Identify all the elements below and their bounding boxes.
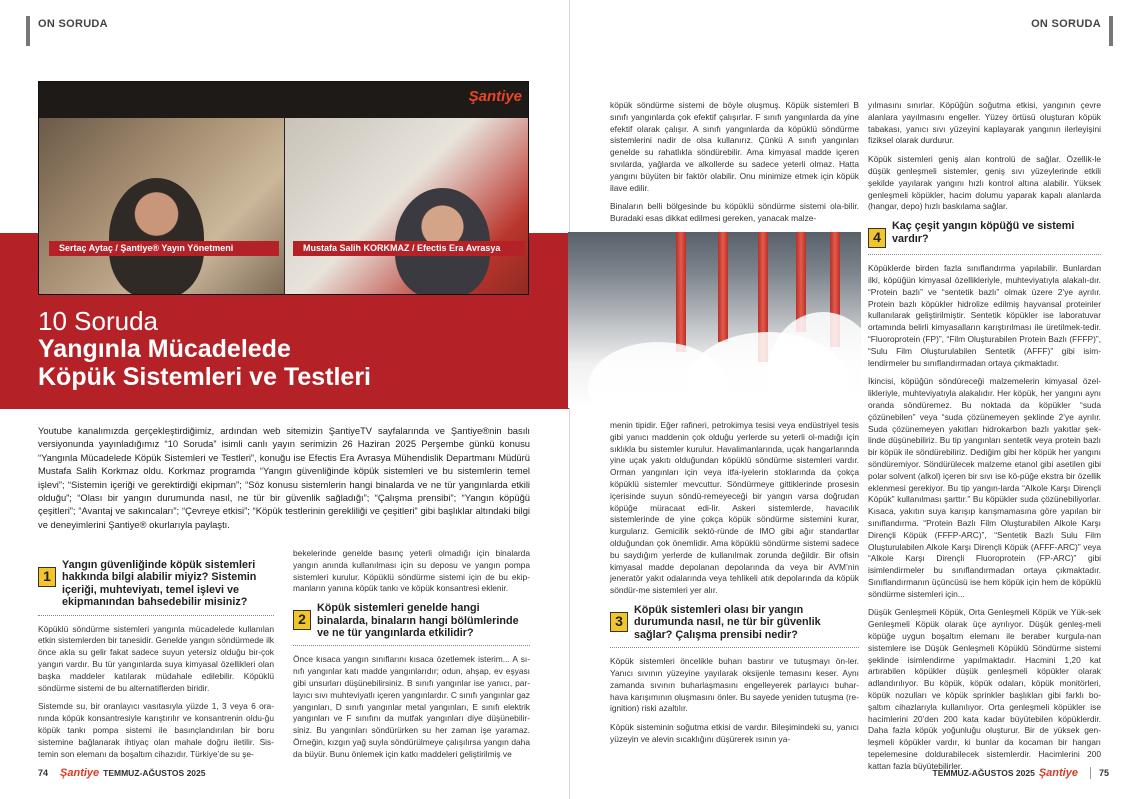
section-marker: [1109, 16, 1113, 46]
video-pane-host: [39, 118, 284, 295]
question-text: Kaç çeşit yangın köpüğü ve sistemi vardır?: [892, 220, 1075, 245]
body-paragraph: Köpük sistemleri geniş alan kontrolü de sağlar. Özellik-le düşük genleşmeli sistemler, geniş sıvı yüzeylerinde etkili şekilde yayılarak yangını hızlı kontrol altına alabilir. Yüksek genleşmeli köpükler, hacim dolumu yaparak kapalı alanlarda (hangar, depo) hızlı baskılama sağlar.: [868, 154, 1101, 212]
footer-issue: TEMMUZ-AĞUSTOS 2025: [932, 768, 1035, 778]
footer-left: [38, 767, 206, 779]
caption-host: Sertaç Aytaç / Şantiye® Yayın Yönetmeni: [49, 241, 279, 256]
video-topbar: [39, 82, 529, 118]
section-marker: [26, 16, 30, 46]
question-3: [610, 604, 859, 648]
body-paragraph: Köpüklerde birden fazla sınıflandırma yapılabilir. Bunlardan ilki, köpüğün kimyasal özellikleriyle, muhteviyatıyla alakalı-dır. “Protein bazlı” ve “sentetik bazlı” olmak üzere 2’ye ayrılır. Protein bazlı köpükler hidrolize edilmiş hayvansal proteinler kullanılarak geliştirilmiştir. Sentetik köpükler ise laboratuvar ortamında belirli kimyasalların karıştırılması ile üretilmek-tedir. “Fluoroprotein (FP)”, “Film Oluşturabilen Protein Bazlı (FFFP)”, “Sulu Film Oluşturulabilen Sentetik (AFFF)” gibi isim-lendirmeler bu sınıflandırmadan ortaya çıkmaktadır.: [868, 263, 1101, 368]
body-paragraph: bekelerinde genelde basınç yeterli olmadığı için binalarda yangın anında kullanılması için su deposu ve yangın pompa sistemleri kurulur. Köpüklü söndürme sistemi için de bu ekip-manların yanına köpük tankı ve köpük konsantresi eklenir.: [293, 548, 530, 594]
question-text: Köpük sistemleri genelde hangi binalarda, binaların hangi bölümlerinde ve ne tür yangınlarda etkilidir?: [317, 602, 519, 639]
article-title: [38, 307, 371, 391]
footer-right: [933, 767, 1110, 779]
question-1: [38, 559, 274, 616]
question-number-badge: 3: [610, 612, 628, 632]
column-4: [868, 100, 1101, 780]
body-paragraph: Düşük Genleşmeli Köpük, Orta Genleşmeli Köpük ve Yük-sek Genleşmeli Köpük olarak üçe ayrılıyor. Düşük genleş-meli köpüğe uygun boşaltım elemanı ile beraber kurgula-nan sistemlere ise Düşük Genleşmeli Köpüklü Söndürme sistemi şeklinde isimlendirme yapılmaktadır. Hacmini 1,20 kat artırabilen köpükler düşük genleşmeli köpükler olarak adlandırılıyor. Bu köpük, köpük odaları, köpük monitörleri, köpük nozulları ve köpük sprinkler başlıkları gibi farklı bo-şaltım cihazlarıyla kullanılıyor. Orta genleşmeli köpükler ise hacimlerini 20’den 200 kata kadar büyütebilen köpüklerdir. Daha fazla köpük yoğunluğu oluşturur. Bir de yüksek gen-leşmeli köpükler vardır, ki bunlar da kocaman bir hangarı tepelemesine doldurabilecek sistemlerdir. Hacimlerini 200 kattan fazla büyütebilirler.: [868, 607, 1101, 771]
section-label-left: ON SORUDA: [38, 18, 108, 30]
page-number: 74: [38, 768, 49, 778]
body-paragraph: Köpük sistemleri öncelikle buharı bastırır ve tutuşmayı ön-ler. Yanıcı sıvının yüzeyine yayılarak oksijenle temasını keser. Aynı zamanda sıvının buharlaşmasını engelleyerek parlayıcı buhar-hava karışımının oluşmasını önler. Bu sayede yeniden tutuşma (re-ignition) riski azaltılır.: [610, 656, 859, 714]
footer-issue: TEMMUZ-AĞUSTOS 2025: [103, 768, 206, 778]
body-paragraph: Sistemde su, bir oranlayıcı vasıtasıyla yüzde 1, 3 veya 6 ora-nında köpük konsantresiyle karıştırılır ve konsantrenin oldu-ğu köpük tankı pompa sistemi ile basınçlandırılan bir boru sistemine bağlanarak ihtiyaç olan mahale doğru iletilir. Sis-temin son elemanı da boşaltım cihazıdır. Türkiye’de su şe-: [38, 701, 274, 759]
body-paragraph: yılmasını sınırlar. Köpüğün soğutma etkisi, yangının çevre alanlara yayılmasını engeller. Yüzey örtüsü oluşturan köpük tabakası, yanıcı sıvı yüzeyini kaplayarak yangının ilerleyişini fiziksel olarak durdurur.: [868, 100, 1101, 146]
body-paragraph: köpük söndürme sistemi de böyle oluşmuş. Köpük sistemleri B sınıfı yangınlarda çok efektif çalışırlar. F sınıfı yangınlarda da yine efektif olarak çalışır. A sınıfı yangınlarda da köpüklü söndürme sistemlerini nadir de olsa kullanırız. Çünkü A sınıfı yangınları genelde su rahatlıkla söndürebilir. Ama kimyasal madde içeren sıvılarda, yağlarda ve alkollerde su sadece yeterli olmaz. Hatta yangını büyüten bir faktör olabilir. Onu minimize etmek için köpük ilave edilir.: [610, 100, 859, 193]
intro-paragraph: Youtube kanalımızda gerçekleştirdiğimiz, ardından web sitemizin ŞantiyeTV sayfalarında ve Şantiye®nin basılı versiyonunda yayınladığımız “10 Soruda” isimli canlı yayın serimizin 26 Haziran 2025 Perşembe günkü konusu “Yangınla Mücadelede Köpük Sistemleri ve Testleri”, konuğu ise Efectis Era Avrasya Mühendislik Departmanı Müdürü Mustafa Salih Korkmaz oldu. Korkmaz programda “Yangın güvenliğinde köpük sistemleri ve bu sistemlerin temel işlevi”; “Sistemin içeriği ve gerektirdiği ekipman”; “Söz konusu sistemlerin hangi binalarda ve ne tür yangınlarda etkili olduğu”; “Olası bir yangın durumunda nasıl, ne tür bir güvenlik sağladığı”; “Çalışma prensibi”; “Yangın köpüğü çeşitleri”; “Avantaj ve sakıncaları”; “Çevreye etkisi”; “Köpük testlerinin gerekliliği ve çeşitleri” gibi başlıklar altındaki bilgi ve deneyimlerini Şantiye® okurlarıyla paylaştı.: [38, 425, 530, 530]
title-line-1: 10 Soruda: [38, 306, 158, 336]
title-line-2: Yangınla Mücadelede: [38, 335, 291, 363]
caption-guest: Mustafa Salih KORKMAZ / Efectis Era Avrasya: [293, 241, 525, 256]
footer-divider: [1090, 767, 1091, 779]
column-1: [38, 553, 274, 767]
body-paragraph: İkincisi, köpüğün söndüreceği malzemelerin kimyasal özel-likleriyle, muhteviyatıyla alakalıdır. Her köpük, her yangını aynı oranda söndüremez. Bu noktada da köpükler “suda çözünebilen” veya “suda çözünemeyen şeklinde 2’ye ayrılır. Suda çözünemeyen yakıtları hidrokarbon bazlı yakıtlar şek-linde düşünebiliriz. Bu tip yangınları sentetik veya protein bazlı bir köpük ile söndürebiliriz. Dediğim gibi her köpük her yangını söndüremiyor. Söndürülecek malzeme etanol gibi asetilen gibi polar solvent (alkol) içeren bir sıvı ise kö-püğe ekstra bir özellik eklenmesi gerekiyor. Bu tip yangın-larda “Alkole Karşı Dirençli Köpük” kullanılması şarttır.” Bu köpükler suda çözünebiliyorlar. Kısaca, yakıtın suya karışıp karışmamasına göre yapılan bir sınıflandırma. “Protein Bazlı Film Oluşturabilen Alkole Karşı Dirençli Köpük (FFFP-ARC)”, “Sentetik Bazlı Sulu Film Oluşturulabilen Alkole Karşı Dirençli Köpük (AFFF-ARC)” veya “Alkole Karşı Dirençli Fluoroprotein (FP-ARC)” gibi isimlendirmeler bu sınıflandırmadan ortaya çıkmaktadır. Sınıflandırmanın üçüncüsü ise hem köpük için hem de köpüklü söndürme sistemleri için...: [868, 376, 1101, 599]
santiye-logo: Şantiye: [468, 88, 522, 105]
body-paragraph: menin tipidir. Eğer rafineri, petrokimya tesisi veya endüstriyel tesis gibi yanıcı maddenin çok olduğu yerlerde su yeterli ol-madığı için sıklıkla bu sistemler kurulur. Havalimanlarında, uçak hangarlarında yine uçak yakıtı olduğundan köpüklü söndürme sistemleri vardır. Orman yangınları için veya itfa-iyelerin stoklarında da çokça köpüklü sistemler mevcuttur. Söndürmeye gittiklerinde prosesin içerisinde suyun söndü-remeyeceği bir yangın varsa doğrudan köpüğe müracaat edi-lir. Askeri sistemlerde, havacılık sistemlerinde de yine çokça köpük söndürme sistemini kurar, kurgularız. Gemicilik sektö-ründe de IMO gibi ağır standartlar olduğundan çok önemlidir. Ama köpüklü söndürme sistemi sadece bu saydığım yerlerde de kullanılmak zorunda değildir. Bir ofisin kimyasal madde depolanan depolarında da veya bir AVM’nin jeneratör yakıt odalarında veya tehlikeli atık depolarında da köpük söndür-me sistemleri yer alır.: [610, 420, 859, 596]
question-4: [868, 220, 1101, 255]
video-pane-guest: [285, 118, 529, 295]
question-number-badge: 2: [293, 610, 311, 630]
question-number-badge: 4: [868, 228, 886, 248]
question-text: Yangın güvenliğinde köpük sistemleri hakkında bilgi alabilir miyiz? Sistemin içeriği, muhteviyatı, temel işlevi ve ekipmanından bahsedebilir misiniz?: [62, 559, 257, 609]
column-2: [293, 548, 530, 768]
right-page: [570, 0, 1139, 799]
title-line-3: Köpük Sistemleri ve Testleri: [38, 363, 371, 391]
column-3-top: [610, 100, 859, 232]
question-number-badge: 1: [38, 567, 56, 587]
left-page: [0, 0, 569, 799]
footer-brand: Şantiye: [60, 767, 100, 779]
body-paragraph: Köpüklü söndürme sistemleri yangınla mücadelede kullanılan etkin sistemlerden bir tanesidir. Genelde yangın söndürmede ilk önce akla su gelir fakat sadece suyun yetersiz olduğu bir-çok yangın vardır. Bu tür yangınlarda suya kimyasal özellikleri olan başka maddeler katılarak müdahale edilebilir. Köpüklü söndürme sistemi de bu alternatiflerden biridir.: [38, 623, 274, 693]
page-number: 75: [1098, 768, 1109, 778]
host-figure: [109, 178, 204, 295]
section-label-right: ON SORUDA: [1031, 18, 1101, 30]
video-screenshot: [38, 81, 529, 295]
footer-brand: Şantiye: [1038, 767, 1078, 779]
question-text: Köpük sistemleri olası bir yangın durumunda nasıl, ne tür bir güvenlik sağlar? Çalışma prensibi nedir?: [634, 603, 821, 641]
column-3-bottom: [610, 420, 859, 753]
body-paragraph: Önce kısaca yangın sınıflarını kısaca özetlemek isterim... A sı-nıfı yangınlar katı madde yangınlarıdır; odun, ahşap, ev eşyası gibi unsurları düşünebilirsiniz. B sınıfı yangınlar ise yanıcı, par-layıcı sıvı muhteviyatlı içeren yangınlardır. C sınıfı yangınlar gaz yangınları, D sınıfı yangınlar metal yangınları, E sınıfı elektrik yangınları ve F sınıfını da mutfak yangınları diye düşünebilir-siniz. Bu yangınları söndürürken su her zaman işe yaramaz. Örneğin, kızgın yağ suyla söndürülmeye çalışılırsa yangın daha da büyür. Bunu önlemek için katkı maddeleri geliştirilmiş ve: [293, 654, 530, 759]
body-paragraph: Binaların belli bölgesinde bu köpüklü söndürme sistemi ola-bilir. Buradaki esas dikkat edilmesi gereken, yanacak malze-: [610, 201, 859, 224]
question-2: [293, 602, 530, 646]
body-paragraph: Köpük sisteminin soğutma etkisi de vardır. Bileşimindeki su, yanıcı yüzeyin ve alevin sıcaklığını düşürerek ısının ya-: [610, 722, 859, 744]
